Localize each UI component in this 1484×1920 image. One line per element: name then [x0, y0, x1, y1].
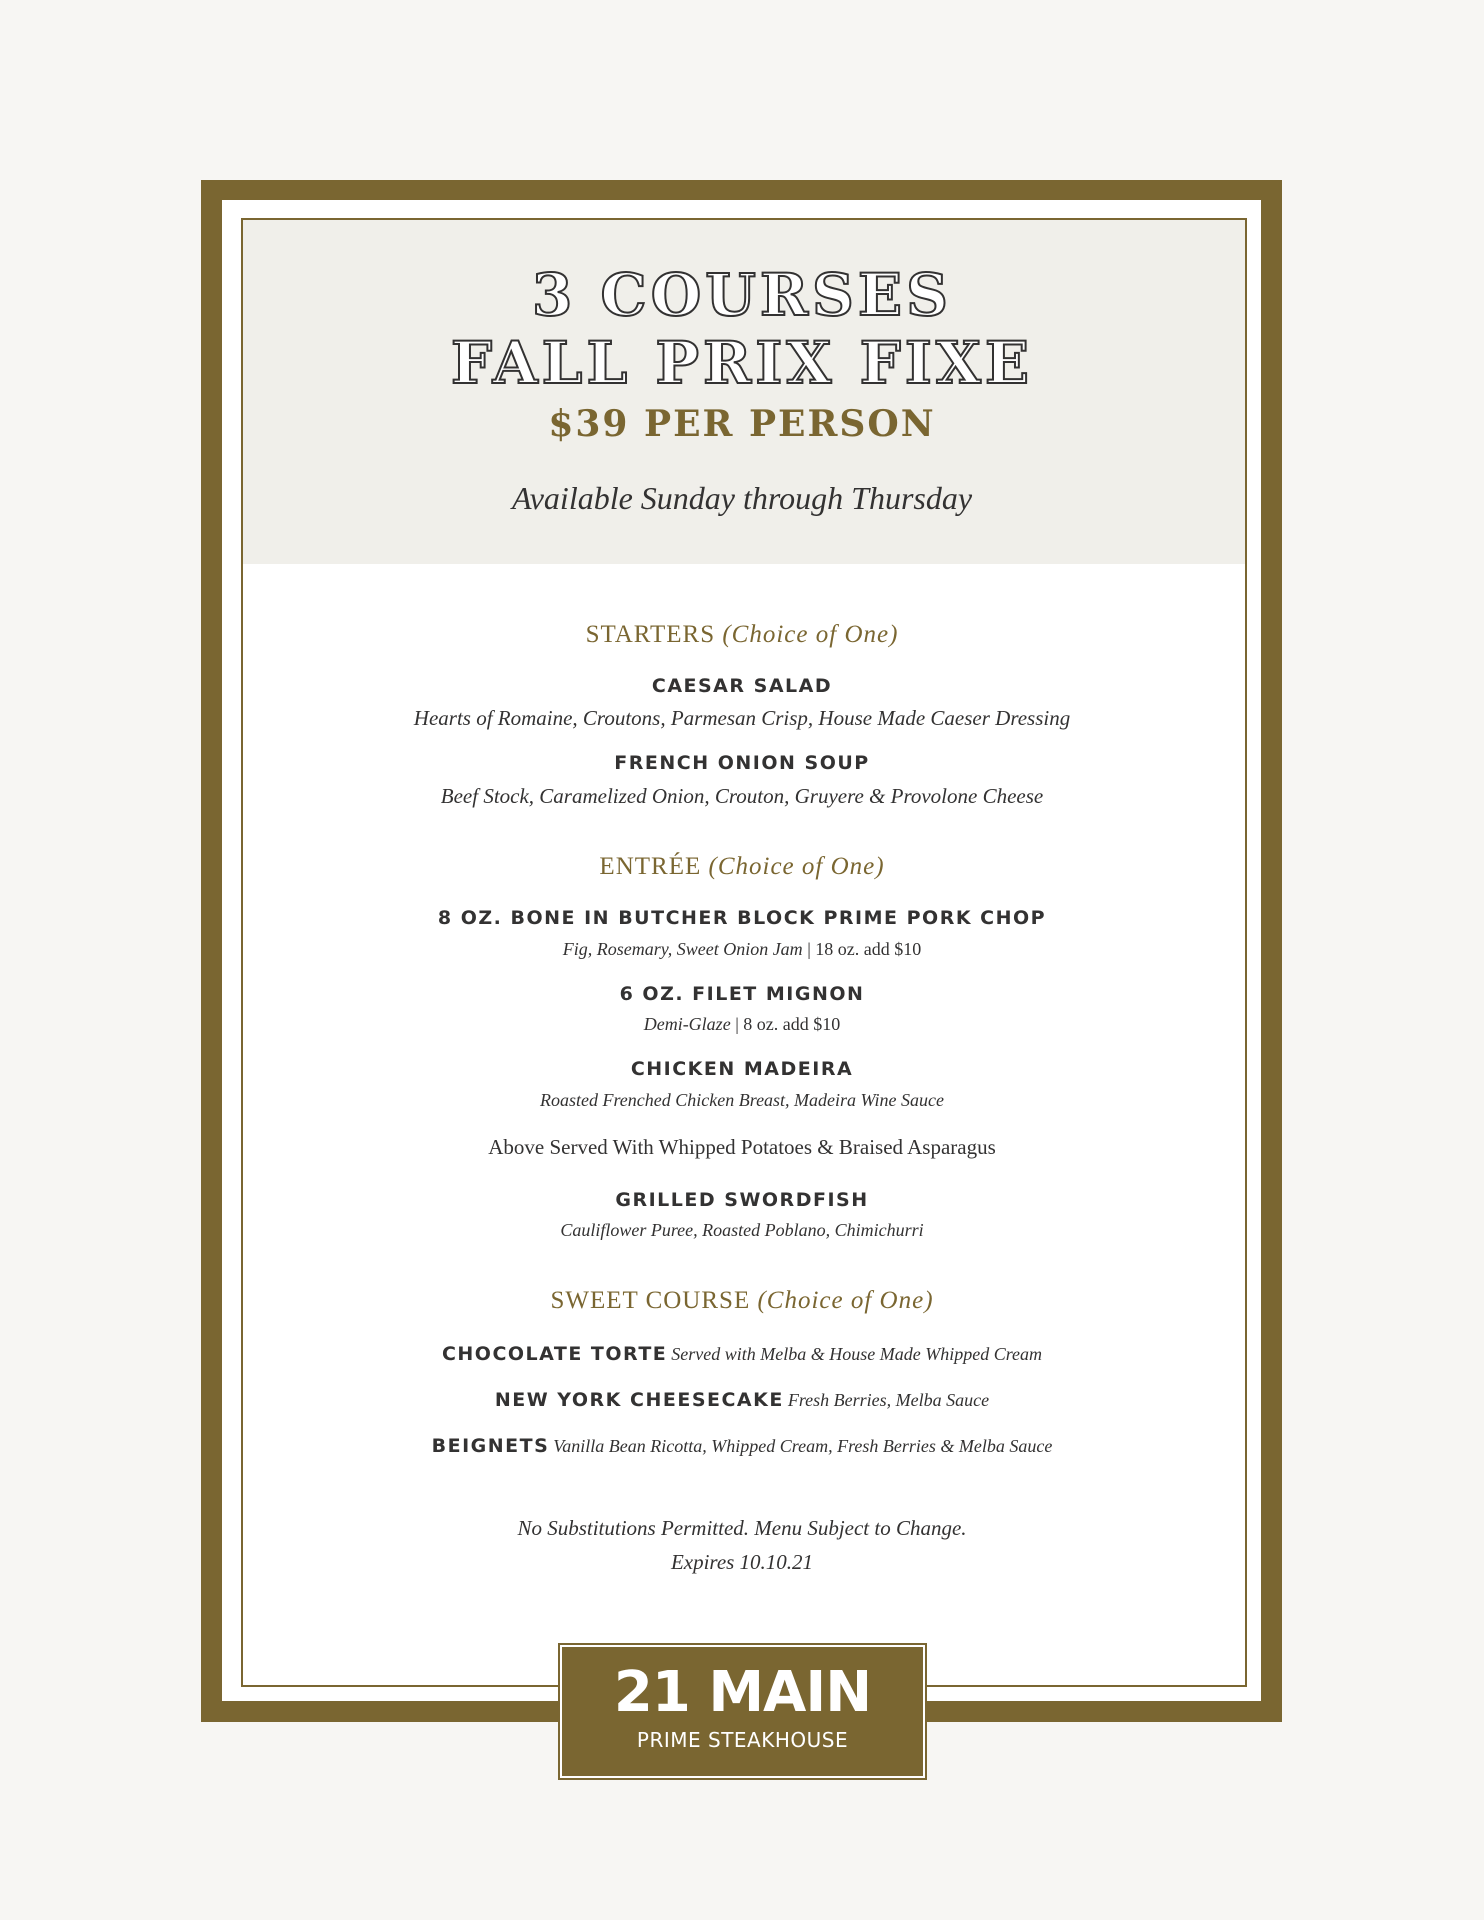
entree-item-desc [0, 1011, 1484, 1037]
entree-item-name: 8 OZ. BONE IN BUTCHER BLOCK PRIME PORK CHOP [437, 907, 1047, 929]
sweet-choice: (Choice of One) [757, 1287, 934, 1314]
starter-item-desc: Beef Stock, Caramelized Onion, Crouton, Gruyere & Provolone Cheese [440, 784, 1044, 808]
starter-item-name: CAESAR SALAD [651, 675, 833, 697]
dessert-item [0, 1431, 1484, 1463]
served-with-note: Above Served With Whipped Potatoes & Braised Asparagus [488, 1135, 996, 1159]
dessert-item-desc: Vanilla Bean Ricotta, Whipped Cream, Fresh Berries & Melba Sauce [553, 1436, 1053, 1456]
starters-choice: (Choice of One) [722, 621, 899, 648]
dessert-item-desc: Fresh Berries, Melba Sauce [787, 1390, 990, 1410]
entree-heading [0, 850, 1484, 884]
entree-item-name: GRILLED SWORDFISH [615, 1189, 869, 1211]
substitution-note: No Substitutions Permitted. Menu Subject to Change. [517, 1516, 967, 1540]
restaurant-logo [560, 1645, 925, 1778]
starters-heading-label: STARTERS [585, 621, 716, 648]
entree-item-desc [0, 936, 1484, 962]
logo-wordmark: 21 MAIN [613, 1660, 872, 1725]
sweet-heading [0, 1284, 1484, 1318]
dessert-item-name: NEW YORK CHEESECAKE [494, 1389, 784, 1411]
entree-item-desc: Cauliflower Puree, Roasted Poblano, Chimichurri [560, 1220, 924, 1240]
entree-item-upgrade: | 8 oz. add $10 [730, 1014, 841, 1034]
sweet-heading-label: SWEET COURSE [550, 1287, 751, 1314]
starters-heading [0, 618, 1484, 652]
entree-item-name: CHICKEN MADEIRA [630, 1058, 854, 1080]
expiry-note: Expires 10.10.21 [670, 1550, 814, 1574]
dessert-item [0, 1339, 1484, 1371]
entree-choice: (Choice of One) [708, 853, 885, 880]
dessert-item-name: CHOCOLATE TORTE [441, 1343, 668, 1365]
dessert-item-name: BEIGNETS [431, 1435, 550, 1457]
entree-item-desc: Roasted Frenched Chicken Breast, Madeira Wine Sauce [539, 1090, 945, 1110]
entree-item-desc-text: Fig, Rosemary, Sweet Onion Jam [562, 939, 803, 959]
entree-item-name: 6 OZ. FILET MIGNON [619, 983, 865, 1005]
logo-subtitle: PRIME STEAKHOUSE [636, 1728, 849, 1752]
entree-heading-label: ENTRÉE [599, 853, 702, 880]
starter-item-desc: Hearts of Romaine, Croutons, Parmesan Crisp, House Made Caeser Dressing [413, 706, 1071, 730]
title-line-1: 3 COURSES [532, 261, 952, 329]
dessert-item [0, 1385, 1484, 1417]
dessert-item-desc: Served with Melba & House Made Whipped Cream [671, 1344, 1043, 1364]
entree-item-desc-text: Demi-Glaze [643, 1014, 731, 1034]
availability-note: Available Sunday through Thursday [511, 480, 973, 516]
entree-item-upgrade: | 18 oz. add $10 [802, 939, 922, 959]
title-line-2: FALL PRIX FIXE [450, 329, 1034, 397]
starter-item-name: FRENCH ONION SOUP [614, 752, 870, 774]
price-per-person: $39 PER PERSON [548, 403, 936, 445]
